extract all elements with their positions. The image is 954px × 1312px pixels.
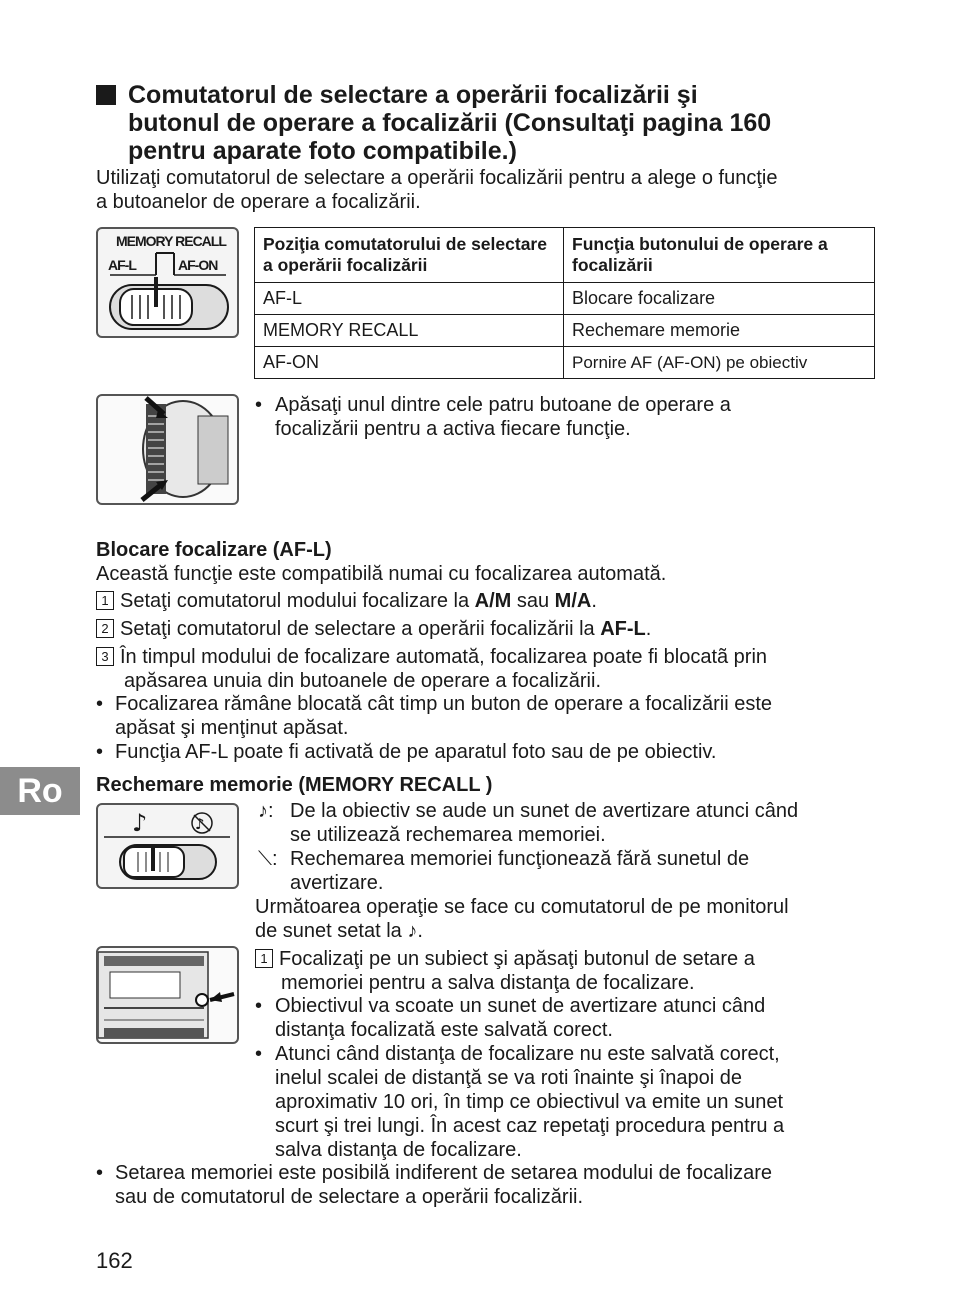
memory-step-1-line-2: memoriei pentru a salva distanţa de focalizare. [281, 972, 695, 994]
sound-on-line-2: se utilizează rechemarea memoriei. [290, 824, 606, 846]
afl-step-1 [96, 589, 597, 613]
step-number-2-icon: 2 [96, 619, 114, 638]
bullet-icon: • [96, 741, 104, 763]
memory-bullet-2-line-1: Atunci când distanţa de focalizare nu este salvată corect, [275, 1043, 780, 1065]
language-tab: Ro [0, 767, 80, 815]
step-number-1-icon: 1 [255, 949, 273, 968]
table-header-function: Funcţia butonului de operare a focalizării [564, 228, 875, 283]
table-cell-function: Blocare focalizare [564, 283, 875, 315]
bullet-icon: • [255, 394, 263, 416]
press-note-line-2: focalizării pentru a activa fiecare funcţie. [275, 418, 631, 440]
intro-line-1: Utilizaţi comutatorul de selectare a operării focalizării pentru a alege o funcţie [96, 167, 778, 189]
heading-square-icon [96, 85, 116, 105]
table-cell-function: Pornire AF (AF-ON) pe obiectiv [564, 347, 875, 379]
afl-step-2-afl: AF-L [600, 618, 646, 640]
afl-step-3-line-1: În timpul modului de focalizare automată, focalizarea poate fi blocatã prin [120, 646, 768, 668]
table-cell-function: Rechemare memorie [564, 315, 875, 347]
afl-step-1-ma: M/A [554, 590, 592, 612]
switch-diagram-icon [98, 229, 237, 336]
afl-bullet-1-line-2: apăsat şi menţinut apăsat. [115, 717, 349, 739]
afl-step-1-text: Setaţi comutatorul modului focalizare la [120, 590, 475, 612]
memory-bullet-3-line-1: Setarea memoriei este posibilă indiferent de setarea modului de focalizare [115, 1162, 773, 1184]
heading-line-3: pentru aparate foto compatibile.) [128, 137, 517, 165]
step-number-1-icon: 1 [96, 591, 114, 610]
table-row [255, 347, 875, 379]
table-row [255, 315, 875, 347]
memory-section-title: Rechemare memorie (MEMORY RECALL ) [96, 774, 493, 796]
intro-line-2: a butoanelor de operare a focalizării. [96, 191, 421, 213]
memory-button-figure [96, 946, 239, 1044]
memory-bullet-3-line-2: sau de comutatorul de selectare a operării focalizării. [115, 1186, 584, 1208]
memory-bullet-2-line-3: aproximativ 10 ori, în timp ce obiectivul va emite un sunet [275, 1091, 784, 1113]
sound-on-note-icon: ♪: [258, 800, 274, 822]
sound-note-icon: ♪ [407, 920, 418, 942]
sound-off-line-2: avertizare. [290, 872, 384, 894]
memory-bullet-2-line-5: salva distanţa de focalizare. [275, 1139, 522, 1161]
press-note-line-1: Apăsaţi unul dintre cele patru butoane de operare a [275, 394, 731, 416]
memory-bullet-2-line-2: inelul scalei de distanţă se va roti înainte şi înapoi de [275, 1067, 742, 1089]
sound-switch-figure [96, 803, 239, 889]
memory-step-1 [255, 947, 755, 971]
switch-figure [96, 227, 239, 338]
afl-section-title: Blocare focalizare (AF-L) [96, 539, 332, 561]
heading-line-2: butonul de operare a focalizării (Consultaţi pagina 160 [128, 109, 772, 137]
bullet-icon: • [255, 995, 263, 1017]
memory-bullet-1-line-1: Obiectivul va scoate un sunet de avertizare atunci când [275, 995, 766, 1017]
lens-buttons-figure [96, 394, 239, 505]
afl-step-2 [96, 617, 651, 641]
sound-on-line-1: De la obiectiv se aude un sunet de avertizare atunci când [290, 800, 799, 822]
table-cell-position: AF-ON [255, 347, 564, 379]
afl-step-2-end: . [645, 618, 652, 640]
lens-buttons-illustration-icon [98, 396, 237, 503]
monitor-line-2-text: de sunet setat la [255, 920, 402, 942]
afl-step-1-am: A/M [474, 590, 512, 612]
af-l-label: AF-L [108, 257, 136, 273]
svg-text:♪: ♪ [195, 815, 205, 833]
bullet-icon: • [255, 1043, 263, 1065]
sound-switch-diagram-icon [98, 805, 237, 887]
afl-step-2-text: Setaţi comutatorul de selectare a operării focalizării la [120, 618, 601, 640]
memory-recall-label: MEMORY RECALL [116, 233, 226, 249]
afl-step-3-line-2: apăsarea unuia din butoanele de operare a focalizării. [124, 670, 602, 692]
memory-bullet-1-line-2: distanţa focalizată este salvată corect. [275, 1019, 613, 1041]
switch-function-table [254, 227, 875, 379]
afl-intro: Această funcţie este compatibilă numai cu focalizarea automată. [96, 563, 667, 585]
sound-off-icon: ⟍: [258, 848, 278, 870]
table-cell-position: MEMORY RECALL [255, 315, 564, 347]
bullet-icon: • [96, 1162, 104, 1184]
bullet-icon: • [96, 693, 104, 715]
sound-off-line-1: Rechemarea memoriei funcţionează fără sunetul de [290, 848, 750, 870]
svg-text:♪: ♪ [132, 809, 148, 837]
heading-line-1: Comutatorul de selectare a operării focalizării şi [128, 81, 698, 109]
afl-step-1-or: sau [511, 590, 555, 612]
af-on-label: AF-ON [178, 257, 218, 273]
table-header-position: Poziţia comutatorului de selectare a operării focalizării [255, 228, 564, 283]
lens-memory-button-illustration-icon [98, 948, 237, 1042]
afl-step-3 [96, 645, 767, 669]
table-cell-position: AF-L [255, 283, 564, 315]
monitor-line-2: de sunet setat la ♪. [255, 920, 423, 942]
afl-bullet-2: Funcţia AF-L poate fi activată de pe aparatul foto sau de pe obiectiv. [115, 741, 717, 763]
monitor-line-1: Următoarea operaţie se face cu comutatorul de pe monitorul [255, 896, 789, 918]
afl-bullet-1-line-1: Focalizarea rămâne blocată cât timp un buton de operare a focalizării este [115, 693, 773, 715]
afl-step-1-end: . [591, 590, 597, 612]
page-number: 162 [96, 1248, 133, 1273]
memory-step-1-line-1: Focalizaţi pe un subiect şi apăsaţi butonul de setare a [279, 948, 755, 970]
table-row [255, 283, 875, 315]
memory-bullet-2-line-4: scurt şi trei lungi. În acest caz repetaţi procedura pentru a [275, 1115, 785, 1137]
step-number-3-icon: 3 [96, 647, 114, 666]
